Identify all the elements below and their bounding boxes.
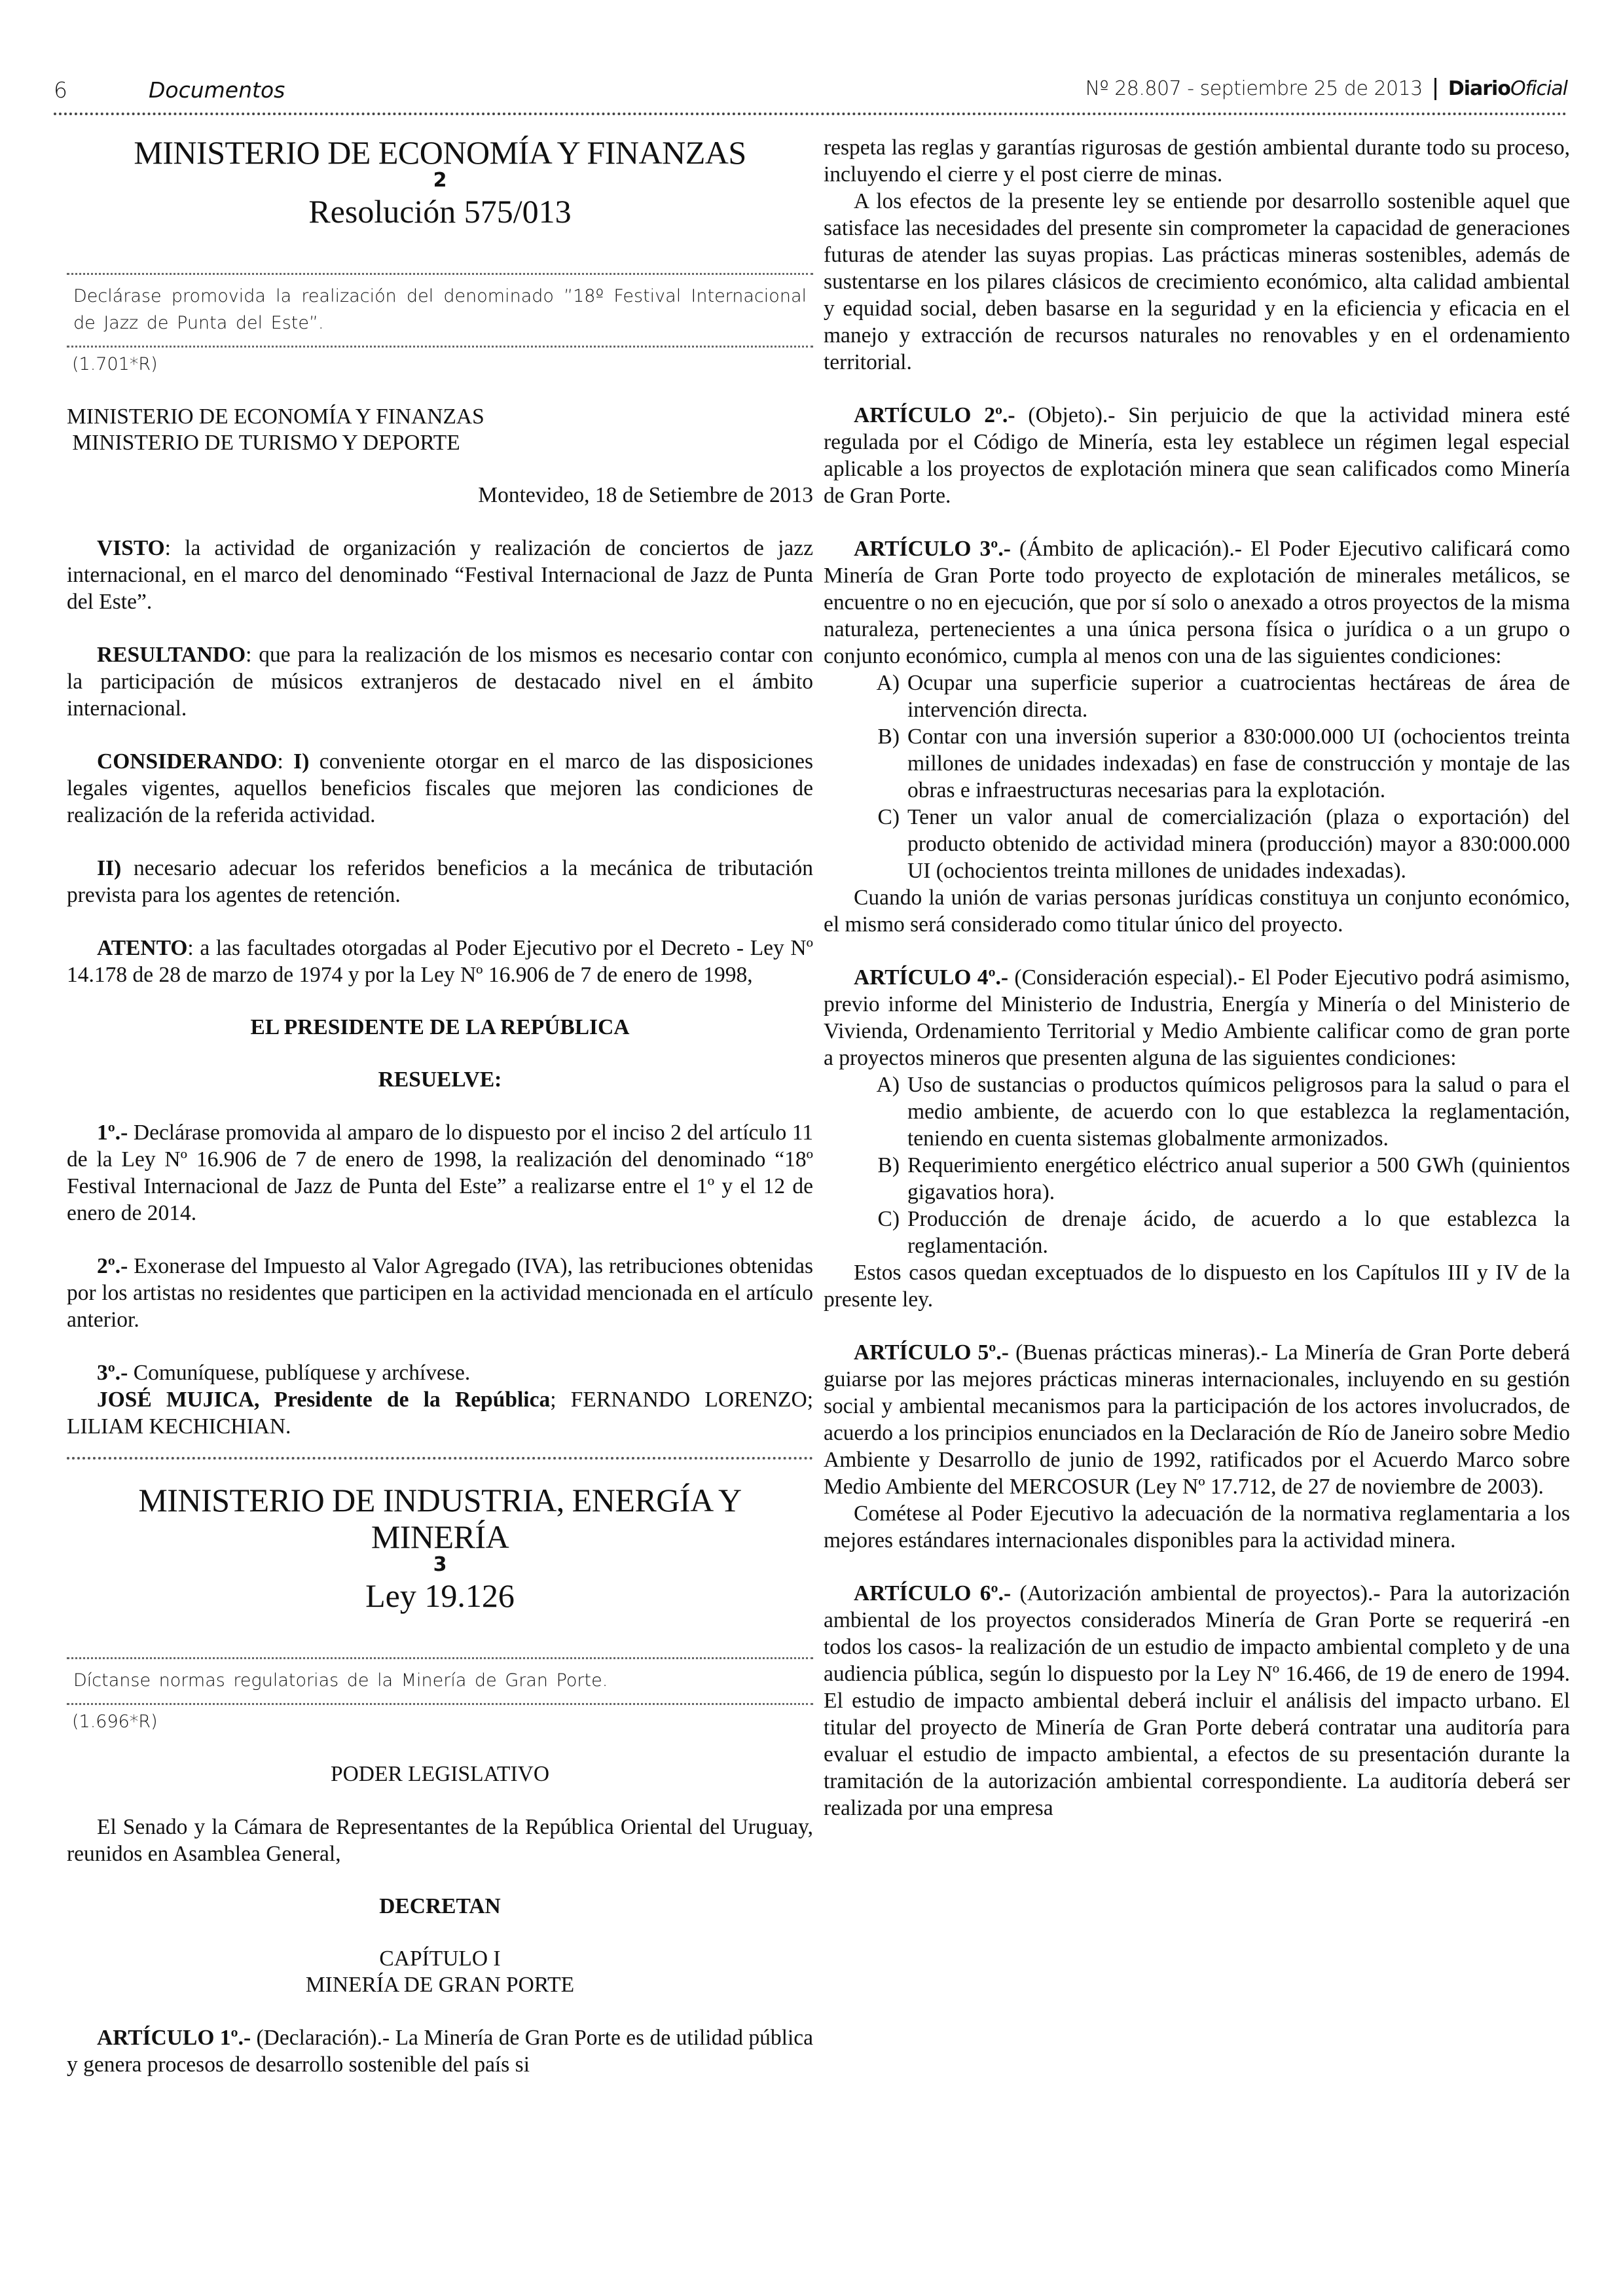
list-item xyxy=(824,723,1570,804)
resuelve-heading: RESUELVE: xyxy=(378,1067,502,1092)
article-closing: Cuando la unión de varias personas jurídicas constituya un conjunto económico, el mismo será considerado como titular único del proyecto. xyxy=(824,886,1570,937)
article-paragraph xyxy=(824,1580,1570,1821)
article-label: ARTÍCULO 3º.- xyxy=(854,537,1011,561)
article-continuation: respeta las reglas y garantías rigurosas de gestión ambiental durante todo su proceso, incluyendo el cierre y el post cierre de minas. xyxy=(824,135,1570,187)
place-date: Montevideo, 18 de Setiembre de 2013 xyxy=(478,483,813,507)
branch-heading: PODER LEGISLATIVO xyxy=(330,1762,550,1786)
resolution-title: Resolución 575/013 xyxy=(308,193,572,230)
resultando-label: RESULTANDO xyxy=(97,643,246,667)
article-label: ARTÍCULO 4º.- xyxy=(854,965,1009,990)
article-paragraph: A los efectos de la presente ley se entiende por desarrollo sostenible aquel que satisface las necesidades del presente sin comprometer la capacidad de generaciones futuras de atender las suyas propias. Las prácticas mineras sostenibles, además de sustentarse en los pilares clásicos de crecimiento económico, alta calidad ambiental y equidad social, deben basarse en la seguridad y en la eficiencia y eficacia en el manejo y extracción de recursos naturales no renovables y en el ordenamiento territorial. xyxy=(824,189,1570,374)
list-item xyxy=(824,1152,1570,1206)
ministry-title: MINISTERIO DE INDUSTRIA, ENERGÍA Y MINERÍA xyxy=(138,1482,742,1555)
article-text: (Buenas prácticas mineras).- La Minería de Gran Porte deberá guiarse por las mejores prácticas mineras internacionales, incluyendo en su gestión social y ambiental mecanismos para la participación de los actores involucrados, de acuerdo a los principios enunciados en la Declaración de Río de Janeiro sobre Medio Ambiente y Desarrollo de junio de 1992, ratificados por el Acuerdo Marco sobre Medio Ambiente del MERCOSUR (Ley Nº 17.712, de 27 de noviembre de 2003). xyxy=(824,1340,1571,1499)
law-title: Ley 19.126 xyxy=(365,1577,515,1614)
article-text: (Objeto).- Sin perjuicio de que la actividad minera esté regulada por el Código de Minería, esta ley establece un régimen legal especial aplicable a los proyectos de explotación minera que sean calificados como Minería de Gran Porte. xyxy=(824,403,1570,508)
conditions-list xyxy=(824,1071,1570,1259)
article-text: Declárase promovida al amparo de lo dispuesto por el inciso 2 del artículo 11 de la Ley Nº 16.906 de 7 de enero de 1998, la realización del denominado “18º Festival Internacional de Jazz de Punta del Este” a realizarse entre el 1º y el 12 de enero de 2014. xyxy=(67,1121,813,1225)
issue-info xyxy=(1085,77,1567,100)
article-text: (Consideración especial).- El Poder Ejecutivo podrá asimismo, previo informe del Ministerio de Industria, Energía y Minería o del Ministerio de Vivienda, Ordenamiento Territorial y Medio Ambiente calificar como de gran porte a proyectos mineros que presenten alguna de las siguientes condiciones: xyxy=(824,965,1570,1070)
brand-bold: Diario xyxy=(1448,77,1510,100)
list-item xyxy=(824,670,1570,723)
article-paragraph xyxy=(824,402,1570,509)
summary-text: Díctanse normas regulatorias de la Minería de Gran Porte. xyxy=(73,1670,608,1691)
page-number: 6 xyxy=(54,77,67,103)
issue-date: Nº 28.807 - septiembre 25 de 2013 xyxy=(1085,77,1423,100)
article-text: Comuníquese, publíquese y archívese. xyxy=(128,1361,471,1385)
issuer-line: MINISTERIO DE ECONOMÍA Y FINANZAS xyxy=(67,404,484,429)
article-paragraph xyxy=(824,535,1570,670)
summary-box xyxy=(67,1657,813,1705)
chapter-heading: CAPÍTULO I xyxy=(379,1946,501,1971)
visto-text: : la actividad de organización y realización de conciertos de jazz internacional, en el marco del denominado “Festival Internacional de Jazz de Punta del Este”. xyxy=(67,536,813,614)
article-label: ARTÍCULO 2º.- xyxy=(854,403,1015,427)
header-rule xyxy=(54,113,1567,115)
list-item xyxy=(824,804,1570,884)
list-marker: C) xyxy=(877,805,900,829)
considerando-ii-paragraph xyxy=(67,855,813,908)
article-paragraph xyxy=(824,1339,1570,1500)
atento-paragraph xyxy=(67,935,813,988)
page-header xyxy=(54,77,1567,111)
article-text: Exonerase del Impuesto al Valor Agregado (IVA), las retribuciones obtenidas por los artistas no residentes que participen en la actividad mencionada en el artículo anterior. xyxy=(67,1254,813,1332)
article-closing: Estos casos quedan exceptuados de lo dispuesto en los Capítulos III y IV de la presente ley. xyxy=(824,1261,1570,1312)
atento-text: : a las facultades otorgadas al Poder Ejecutivo por el Decreto - Ley Nº 14.178 de 28 de marzo de 1974 y por la Ley Nº 16.906 de 7 de enero de 1998, xyxy=(67,936,813,987)
signatures xyxy=(67,1386,813,1440)
list-item-text: Uso de sustancias o productos químicos peligrosos para la salud o para el medio ambiente, de acuerdo con lo que establezca la reglamentación, teniendo en cuenta sistemas globalmente armonizados. xyxy=(907,1073,1570,1151)
list-marker: B) xyxy=(877,1153,900,1177)
article-paragraph xyxy=(67,1253,813,1333)
list-item-text: Ocupar una superficie superior a cuatrocientas hectáreas de área de intervención directa. xyxy=(907,671,1570,722)
header-divider xyxy=(1434,78,1436,100)
item-label: I) xyxy=(293,749,310,774)
visto-paragraph xyxy=(67,535,813,615)
section-number: 2 xyxy=(433,169,447,192)
reference-code: (1.696*R) xyxy=(72,1712,158,1732)
visto-label: VISTO xyxy=(97,536,165,560)
list-item-text: Producción de drenaje ácido, de acuerdo a lo que establezca la reglamentación. xyxy=(907,1207,1570,1258)
brand-logo xyxy=(1448,77,1567,100)
list-item-text: Requerimiento energético eléctrico anual superior a 500 GWh (quinientos gigavatios hora). xyxy=(907,1153,1570,1204)
article-paragraph xyxy=(824,964,1570,1071)
resultando-text: : que para la realización de los mismos es necesario contar con la participación de músicos extranjeros de destacado nivel en el ámbito internacional. xyxy=(67,643,813,721)
summary-text: Declárase promovida la realización del denominado ”18º Festival Internacional de Jazz de Punta del Este”. xyxy=(73,286,807,333)
list-marker: A) xyxy=(876,1073,900,1097)
article-paragraph xyxy=(67,1359,813,1386)
considerando-paragraph xyxy=(67,748,813,829)
separator: : xyxy=(277,749,294,774)
article-label: ARTÍCULO 1º.- xyxy=(97,2026,251,2050)
list-item xyxy=(824,1071,1570,1152)
signature-ministers: ; FERNANDO LORENZO; LILIAM KECHICHIAN. xyxy=(67,1388,814,1439)
article-paragraph: Cométese al Poder Ejecutivo la adecuación de la normativa reglamentaria a los mejores estándares internacionales disponibles para la actividad minera. xyxy=(824,1501,1570,1552)
article-label: 2º.- xyxy=(97,1254,128,1278)
article-text: (Autorización ambiental de proyectos).- Para la autorización ambiental de los proyectos considerados Minería de Gran Porte se requerirá -en todos los casos- la realización de un estudio de impacto ambiental completo y de una audiencia pública, según lo dispuesto por la Ley Nº 16.466, de 19 de enero de 1994. El estudio de impacto ambiental deberá incluir el análisis del impacto urbano. El titular del proyecto de Minería de Gran Porte deberá contratar una auditoría para evaluar el estudio de impacto ambiental, a efectos de su presentación durante la tramitación de la autorización ambiental correspondiente. La auditoría deberá ser realizada por una empresa xyxy=(824,1581,1570,1820)
article-text: (Declaración).- La Minería de Gran Porte es de utilidad pública y genera procesos de desarrollo sostenible del país si xyxy=(67,2026,813,2077)
list-marker: A) xyxy=(876,671,900,695)
resultando-paragraph xyxy=(67,641,813,722)
article-label: ARTÍCULO 5º.- xyxy=(854,1340,1009,1365)
considerando-label: CONSIDERANDO xyxy=(97,749,278,774)
article-paragraph xyxy=(67,2024,813,2078)
list-item-text: Contar con una inversión superior a 830:000.000 UI (ochocientos treinta millones de unidades indexadas) en fase de construcción y montaje de las obras e infraestructuras necesarias para la explotación. xyxy=(907,725,1570,802)
article-text: (Ámbito de aplicación).- El Poder Ejecutivo calificará como Minería de Gran Porte todo proyecto de explotación de minerales metálicos, se encuentre o no en ejecución, que por sí solo o anexado a otros proyectos de la misma naturaleza, pertenecientes a una única persona física o jurídica o a un grupo o conjunto económico, cumpla al menos con una de las siguientes condiciones: xyxy=(824,537,1571,668)
article-label: 3º.- xyxy=(97,1361,128,1385)
summary-box xyxy=(67,273,813,348)
chapter-title: MINERÍA DE GRAN PORTE xyxy=(305,1973,575,1997)
right-column xyxy=(824,134,1570,1821)
article-paragraph xyxy=(67,1119,813,1227)
reference-code: (1.701*R) xyxy=(72,354,158,374)
list-marker: C) xyxy=(877,1207,900,1231)
left-column xyxy=(67,134,813,2078)
decretan-heading: DECRETAN xyxy=(379,1894,501,1918)
list-item-text: Tener un valor anual de comercialización (plaza o exportación) del producto obtenido de actividad minera (producción) mayor a 830:000.000 UI (ochocientos treinta millones de unidades indexadas). xyxy=(907,805,1570,883)
considerando-text: conveniente otorgar en el marco de las disposiciones legales vigentes, aquellos beneficios fiscales que mejoren las condiciones de realización de la referida actividad. xyxy=(67,749,814,827)
brand-light: Oficial xyxy=(1510,77,1567,100)
article-label: ARTÍCULO 6º.- xyxy=(854,1581,1012,1605)
section-divider xyxy=(67,1457,813,1460)
ministry-title: MINISTERIO DE ECONOMÍA Y FINANZAS xyxy=(134,134,746,171)
president-heading: EL PRESIDENTE DE LA REPÚBLICA xyxy=(250,1015,630,1039)
section-name: Documentos xyxy=(149,77,285,103)
list-item xyxy=(824,1206,1570,1259)
list-marker: B) xyxy=(877,725,900,749)
item-label: II) xyxy=(97,856,122,880)
issuer-line: MINISTERIO DE TURISMO Y DEPORTE xyxy=(67,431,460,455)
considerando-ii-text: necesario adecuar los referidos beneficios a la mecánica de tributación prevista para los agentes de retención. xyxy=(67,856,813,907)
preamble: El Senado y la Cámara de Representantes de la República Oriental del Uruguay, reunidos en Asamblea General, xyxy=(67,1815,813,1866)
signature-president: JOSÉ MUJICA, Presidente de la República xyxy=(97,1388,551,1412)
atento-label: ATENTO xyxy=(97,936,188,960)
article-label: 1º.- xyxy=(97,1121,128,1145)
conditions-list xyxy=(824,670,1570,884)
section-number: 3 xyxy=(433,1553,447,1576)
